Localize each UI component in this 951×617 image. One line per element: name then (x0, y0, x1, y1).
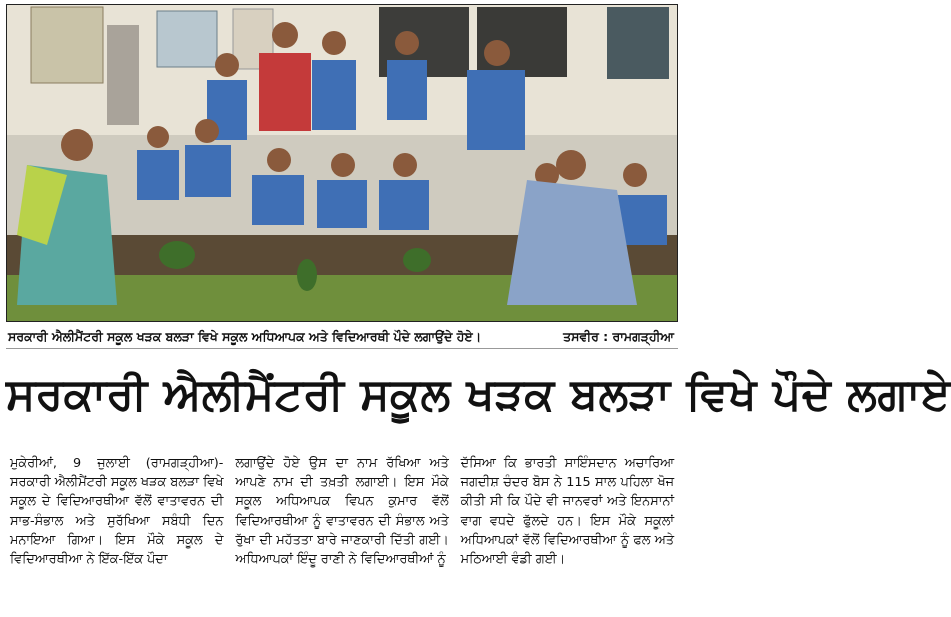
article-column-1 (10, 454, 223, 614)
article-paragraph: ਮੁਕੇਰੀਆਂ, 9 ਜੁਲਾਈ (ਰਾਮਗੜ੍ਹੀਆ)-ਸਰਕਾਰੀ ਐਲੀਮੈਂਟਰੀ ਸਕੂਲ ਖੜਕ ਬਲੜਾ ਵਿਖੇ ਸਕੂਲ ਦੇ ਵਿਦਿਆਰਥੀਆ ਵੱਲੋਂ ਵਾਤਾਵਰਨ ਦੀ ਸਾਭ-ਸੰਭਾਲ ਅਤੇ ਸੁਰੱਖਿਆ ਸਬੰਧੀ ਦਿਨ ਮਨਾਇਆ ਗਿਆ। ਇਸ ਮੌਕੇ ਸਕੂਲ ਦੇ ਵਿਦਿਆਰਥੀਆ ਨੇ ਇੱਕ-ਇੱਕ ਪੌਦਾ (10, 456, 224, 568)
article-body (10, 454, 674, 614)
photo-caption (6, 326, 678, 349)
school-children-planting-photo (7, 5, 677, 321)
caption-text: ਸਰਕਾਰੀ ਐਲੀਮੈਂਟਰੀ ਸਕੂਲ ਖੜਕ ਬਲੜਾ ਵਿਖੇ ਸਕੂਲ ਅਧਿਆਪਕ ਅਤੇ ਵਿਦਿਆਰਥੀ ਪੌਦੇ ਲਗਾਉਂਦੇ ਹੋਏ। (8, 329, 482, 344)
article-column-3 (461, 454, 674, 614)
article-paragraph: ਦੱਸਿਆ ਕਿ ਭਾਰਤੀ ਸਾਇੰਸਦਾਨ ਅਚਾਰਿਆ ਜਗਦੀਸ਼ ਚੰਦਰ ਬੋਸ ਨੇ 115 ਸਾਲ ਪਹਿਲਾ ਖੋਜ ਕੀਤੀ ਸੀ ਕਿ ਪੌਦੇ ਵੀ ਜਾਨਵਰਾਂ ਅਤੇ ਇਨਸਾਨਾਂ ਵਾਗ ਵਧਦੇ ਫੁੱਲਦੇ ਹਨ। ਇਸ ਮੌਕੇ ਸਕੂਲਾਂ ਅਧਿਆਪਕਾਂ ਵੱਲੋਂ ਵਿਦਿਆਰਥੀਆ ਨੂੰ ਫਲ ਅਤੇ ਮਠਿਆਈ ਵੰਡੀ ਗਈ। (460, 456, 674, 568)
headline: ਸਰਕਾਰੀ ਐਲੀਮੈਂਟਰੀ ਸਕੂਲ ਖੜਕ ਬਲੜਾ ਵਿਖੇ ਪੌਦੇ ਲਗਾਏ (6, 369, 951, 420)
news-photo (6, 4, 678, 322)
photo-credit: ਤਸਵੀਰ : ਰਾਮਗੜ੍ਹੀਆ (563, 329, 674, 344)
article-column-2 (235, 454, 448, 614)
article-paragraph: ਲਗਾਉਂਦੇ ਹੋਏ ਉਸ ਦਾ ਨਾਮ ਰੱਖਿਆ ਅਤੇ ਆਪਣੇ ਨਾਮ ਦੀ ਤਖ਼ਤੀ ਲਗਾਈ। ਇਸ ਮੌਕੇ ਸਕੂਲ ਅਧਿਆਪਕ ਵਿਪਨ ਕੁਮਾਰ ਵੱਲੋਂ ਵਿਦਿਆਰਥੀਆ ਨੂੰ ਵਾਤਾਵਰਨ ਦੀ ਸੰਭਾਲ ਅਤੇ ਰੁੱਖਾ ਦੀ ਮਹੱਤਤਾ ਬਾਰੇ ਜਾਣਕਾਰੀ ਦਿੱਤੀ ਗਈ। ਅਧਿਆਪਕਾਂ ਇੰਦੂ ਰਾਣੀ ਨੇ ਵਿਦਿਆਰਥੀਆਂ ਨੂੰ (235, 456, 449, 568)
